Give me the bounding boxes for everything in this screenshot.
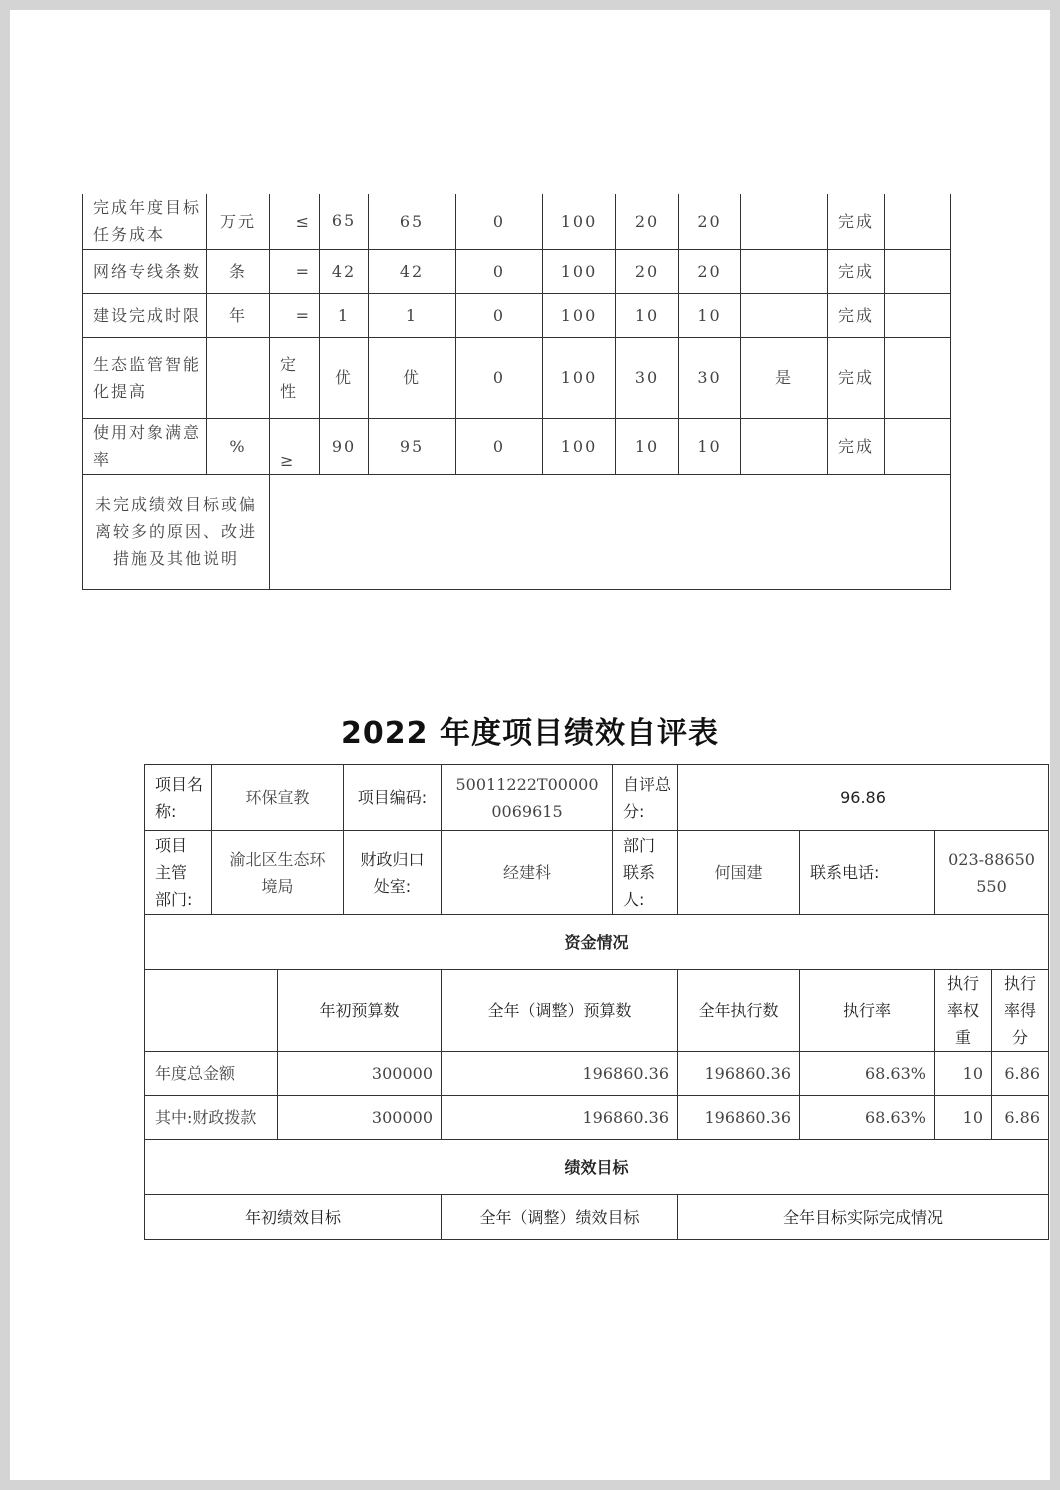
perf-header: 年初绩效目标: [145, 1195, 442, 1240]
indicator-value: 100: [543, 293, 616, 337]
table-row: [83, 418, 951, 474]
indicator-value: [741, 194, 828, 249]
funds-header: 全年（调整）预算数: [442, 970, 678, 1052]
table-row: [145, 1052, 1049, 1096]
indicator-value: 10: [616, 293, 679, 337]
indicator-value: 0: [456, 293, 543, 337]
indicator-value: 100: [543, 418, 616, 474]
indicator-name: 网络专线条数: [83, 249, 207, 293]
contact-label: 部门联系人:: [613, 831, 678, 915]
indicator-status: 完成: [828, 293, 885, 337]
indicator-value: [741, 418, 828, 474]
funds-cell: 68.63%: [800, 1052, 935, 1096]
self-evaluation-table: [144, 764, 1049, 1240]
contact-name: 何国建: [678, 831, 800, 915]
page-title: 2022 年度项目绩效自评表: [341, 716, 719, 751]
indicator-value: 100: [543, 194, 616, 249]
indicator-value: [885, 418, 951, 474]
funds-cell: 196860.36: [678, 1052, 800, 1096]
indicator-unit: 条: [207, 249, 270, 293]
table-row: [83, 337, 951, 418]
table-row: [145, 915, 1049, 970]
indicator-operator: 定性: [270, 337, 320, 418]
indicator-target: 1: [320, 293, 369, 337]
funds-row-label: 其中:财政拨款: [145, 1096, 278, 1140]
indicator-actual: 95: [369, 418, 456, 474]
indicator-status: 完成: [828, 194, 885, 249]
indicator-value: 0: [456, 418, 543, 474]
funds-header: 执行率得分: [992, 970, 1049, 1052]
perf-section-header: 绩效目标: [145, 1140, 1049, 1195]
funds-row-label: 年度总金额: [145, 1052, 278, 1096]
indicator-operator: =: [270, 249, 320, 293]
funds-cell: 300000: [278, 1096, 442, 1140]
indicator-value: 30: [616, 337, 679, 418]
table-row: [145, 1195, 1049, 1240]
perf-header: 全年目标实际完成情况: [678, 1195, 1049, 1240]
indicator-value: 10: [616, 418, 679, 474]
indicator-value: 0: [456, 249, 543, 293]
indicator-value: 20: [616, 249, 679, 293]
score-label: 自评总分:: [613, 765, 678, 831]
note-label: 未完成绩效目标或偏离较多的原因、改进措施及其他说明: [83, 474, 270, 589]
indicator-operator: =: [270, 293, 320, 337]
finance-office: 经建科: [442, 831, 613, 915]
indicator-value: 100: [543, 249, 616, 293]
funds-header: 全年执行数: [678, 970, 800, 1052]
funds-cell: 10: [935, 1096, 992, 1140]
project-name-label: 项目名称:: [145, 765, 212, 831]
funds-section-header: 资金情况: [145, 915, 1049, 970]
table-row: [145, 765, 1049, 831]
indicator-operator: ≥: [270, 418, 320, 474]
table-row: [83, 249, 951, 293]
project-code: 50011222T000000069615: [442, 765, 613, 831]
indicator-unit: 万元: [207, 194, 270, 249]
dept-label: 项目主管部门:: [145, 831, 212, 915]
indicator-name: 使用对象满意率: [83, 418, 207, 474]
perf-header: 全年（调整）绩效目标: [442, 1195, 678, 1240]
indicator-operator: ≤: [270, 194, 320, 249]
indicator-name: 生态监管智能化提高: [83, 337, 207, 418]
document-page: [10, 10, 1050, 1480]
indicator-target: 优: [320, 337, 369, 418]
project-name: 环保宣教: [212, 765, 344, 831]
table-row: [145, 970, 1049, 1052]
indicator-target: 65: [320, 194, 369, 249]
indicator-name: 完成年度目标任务成本: [83, 194, 207, 249]
indicator-value: [741, 293, 828, 337]
indicator-value: [741, 249, 828, 293]
funds-header: 执行率: [800, 970, 935, 1052]
funds-cell: 6.86: [992, 1096, 1049, 1140]
indicator-value: 0: [456, 194, 543, 249]
funds-cell: 196860.36: [442, 1096, 678, 1140]
phone-number: 023-88650550: [935, 831, 1049, 915]
indicator-name: 建设完成时限: [83, 293, 207, 337]
indicator-value: 20: [679, 194, 741, 249]
indicator-value: 是: [741, 337, 828, 418]
note-value: [270, 474, 951, 589]
indicator-value: 10: [679, 418, 741, 474]
funds-cell: 6.86: [992, 1052, 1049, 1096]
funds-header: [145, 970, 278, 1052]
funds-header: 执行率权重: [935, 970, 992, 1052]
indicator-value: 0: [456, 337, 543, 418]
funds-header: 年初预算数: [278, 970, 442, 1052]
indicator-value: 10: [679, 293, 741, 337]
indicator-value: 100: [543, 337, 616, 418]
indicator-value: 20: [616, 194, 679, 249]
funds-cell: 196860.36: [678, 1096, 800, 1140]
indicator-value: [885, 337, 951, 418]
table-row: [145, 1140, 1049, 1195]
table-row: [145, 1096, 1049, 1140]
self-score: 96.86: [678, 765, 1049, 831]
funds-cell: 68.63%: [800, 1096, 935, 1140]
phone-label: 联系电话:: [800, 831, 935, 915]
indicator-value: [885, 194, 951, 249]
indicator-status: 完成: [828, 249, 885, 293]
indicator-status: 完成: [828, 337, 885, 418]
indicator-actual: 42: [369, 249, 456, 293]
table-row: [145, 831, 1049, 915]
indicator-unit: %: [207, 418, 270, 474]
funds-cell: 196860.36: [442, 1052, 678, 1096]
indicator-table: [82, 194, 951, 590]
indicator-actual: 1: [369, 293, 456, 337]
indicator-value: 20: [679, 249, 741, 293]
funds-cell: 300000: [278, 1052, 442, 1096]
indicator-value: [885, 293, 951, 337]
table-row: [83, 474, 951, 589]
indicator-actual: 优: [369, 337, 456, 418]
dept-name: 渝北区生态环境局: [212, 831, 344, 915]
table-row: [83, 194, 951, 249]
indicator-value: 30: [679, 337, 741, 418]
indicator-target: 42: [320, 249, 369, 293]
indicator-target: 90: [320, 418, 369, 474]
indicator-status: 完成: [828, 418, 885, 474]
table-row: [83, 293, 951, 337]
project-code-label: 项目编码:: [344, 765, 442, 831]
indicator-value: [885, 249, 951, 293]
indicator-unit: [207, 337, 270, 418]
finance-office-label: 财政归口处室:: [344, 831, 442, 915]
funds-cell: 10: [935, 1052, 992, 1096]
indicator-unit: 年: [207, 293, 270, 337]
indicator-actual: 65: [369, 194, 456, 249]
